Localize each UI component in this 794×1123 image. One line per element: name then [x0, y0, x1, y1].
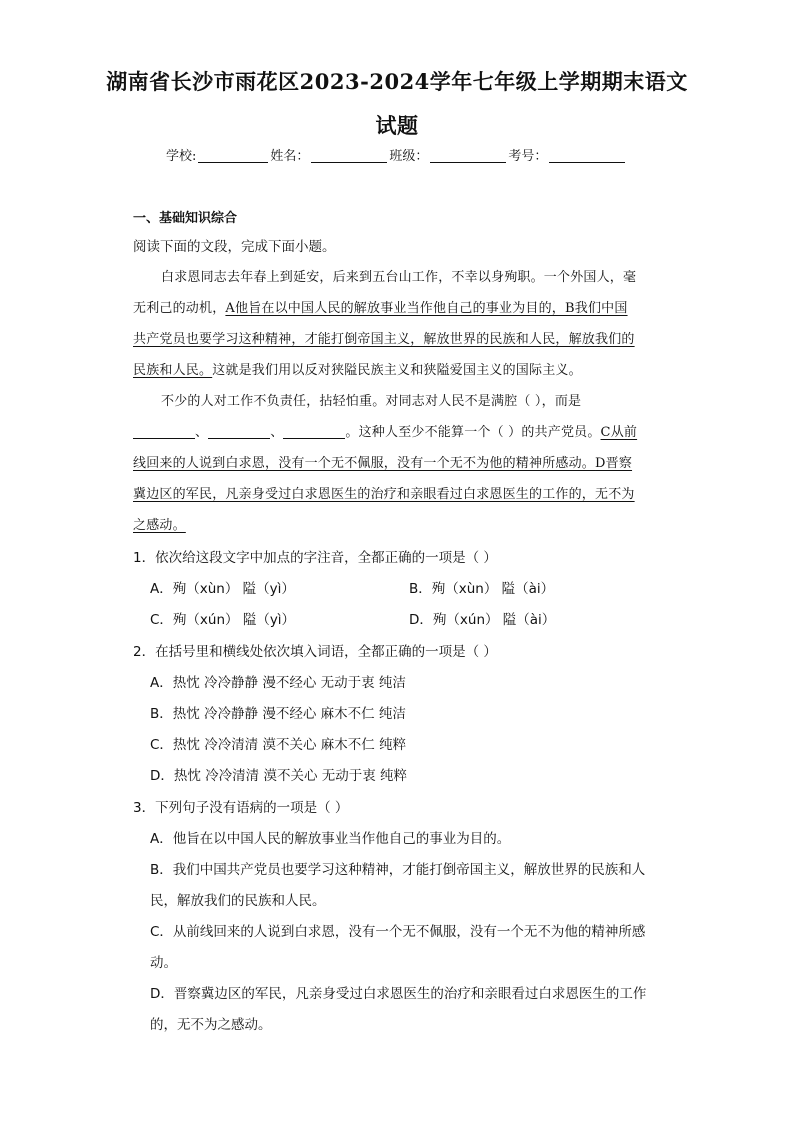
sentence-d-continued: 冀边区的军民，凡亲身受过白求恩医生的治疗和亲眼看过白求恩医生的工作的，无不为 [133, 487, 635, 502]
section-instruction: 阅读下面的文段，完成下面小题。 [133, 239, 336, 255]
passage-line [133, 297, 661, 316]
school-blank[interactable] [198, 148, 268, 163]
passage-text: 。这种人至少不能算一个（ ）的共产党员。 [345, 425, 601, 440]
section-heading: 一、基础知识综合 [133, 211, 238, 226]
fill-blank-2[interactable] [208, 424, 270, 439]
q1-option-a[interactable]: A．殉（xùn） 隘（yì） [150, 581, 295, 597]
sentence-a: A他旨在以中国人民的解放事业当作他自己的事业为目的， [225, 301, 565, 316]
q3-option-b[interactable]: B．我们中国共产党员也要学习这种精神，才能打倒帝国主义，解放世界的民族和人 [150, 862, 646, 878]
fill-blank-1[interactable] [133, 424, 195, 439]
q3-option-c[interactable]: C．从前线回来的人说到白求恩，没有一个无不佩服，没有一个无不为他的精神所感 [150, 924, 646, 940]
sentence-b-end: 民族和人民。 [133, 363, 213, 378]
passage-text: 无利己的动机， [133, 301, 226, 316]
class-label: 班级： [389, 149, 429, 164]
q1-option-b[interactable]: B．殉（xùn） 隘（ài） [409, 581, 555, 597]
student-info-row [166, 145, 627, 164]
sentence-d-end: 之感动。 [133, 518, 186, 533]
class-blank[interactable] [430, 148, 506, 163]
q3-option-d-continued: 的，无不为之感动。 [150, 1017, 272, 1033]
fill-blank-3[interactable] [283, 424, 345, 439]
separator: 、 [195, 425, 209, 440]
school-label: 学校: [166, 149, 197, 164]
passage-text: 这就是我们用以反对狭隘民族主义和狭隘爱国主义的国际主义。 [212, 363, 582, 378]
passage-line: 白求恩同志去年春上到延安，后来到五台山工作，不幸以身殉职。一个外国人，毫 [161, 270, 637, 285]
sentence-d-start: D晋察 [595, 456, 633, 471]
q3-option-d[interactable]: D．晋察冀边区的军民，凡亲身受过白求恩医生的治疗和亲眼看过白求恩医生的工作 [150, 986, 647, 1002]
passage-line [133, 421, 661, 440]
passage-line: 不少的人对工作不负责任，拈轻怕重。对同志对人民不是满腔（ ），而是 [161, 394, 582, 409]
sentence-b-continued: 共产党员也要学习这种精神，才能打倒帝国主义，解放世界的民族和人民，解放我们的 [133, 332, 635, 347]
q2-option-b[interactable]: B．热忱 冷冷静静 漫不经心 麻木不仁 纯洁 [150, 706, 406, 722]
question-2-stem: 2．在括号里和横线处依次填入词语，全都正确的一项是（ ） [133, 644, 497, 660]
q2-option-c[interactable]: C．热忱 冷冷清清 漠不关心 麻木不仁 纯粹 [150, 737, 407, 753]
name-label: 姓名： [270, 149, 310, 164]
q1-option-d[interactable]: D．殉（xún） 隘（ài） [409, 612, 556, 628]
q2-option-a[interactable]: A．热忱 冷冷静静 漫不经心 无动于衷 纯洁 [150, 675, 406, 691]
passage-line [133, 359, 661, 378]
passage-line [133, 452, 661, 471]
page-title: 湖南省长沙市雨花区2023-2024学年七年级上学期期末语文 [106, 69, 688, 94]
exam-no-label: 考号： [508, 149, 548, 164]
question-1-stem: 1．依次给这段文字中加点的字注音，全都正确的一项是（ ） [133, 550, 497, 566]
sentence-c-start: C从前 [600, 425, 638, 440]
q3-option-c-continued: 动。 [150, 955, 177, 971]
q3-option-b-continued: 民，解放我们的民族和人民。 [150, 893, 326, 909]
page-title-continued: 试题 [375, 113, 419, 138]
exam-no-blank[interactable] [549, 148, 625, 163]
sentence-c-continued: 线回来的人说到白求恩，没有一个无不佩服，没有一个无不为他的精神所感动。 [133, 456, 596, 471]
name-blank[interactable] [311, 148, 387, 163]
sentence-b-start: B我们中国 [565, 301, 628, 316]
question-3-stem: 3．下列句子没有语病的一项是（ ） [133, 800, 349, 816]
q1-option-c[interactable]: C．殉（xún） 隘（yì） [150, 612, 296, 628]
q3-option-a[interactable]: A．他旨在以中国人民的解放事业当作他自己的事业为目的。 [150, 831, 511, 847]
q2-option-d[interactable]: D．热忱 冷冷清清 漠不关心 无动于衷 纯粹 [150, 768, 408, 784]
separator: 、 [270, 425, 284, 440]
